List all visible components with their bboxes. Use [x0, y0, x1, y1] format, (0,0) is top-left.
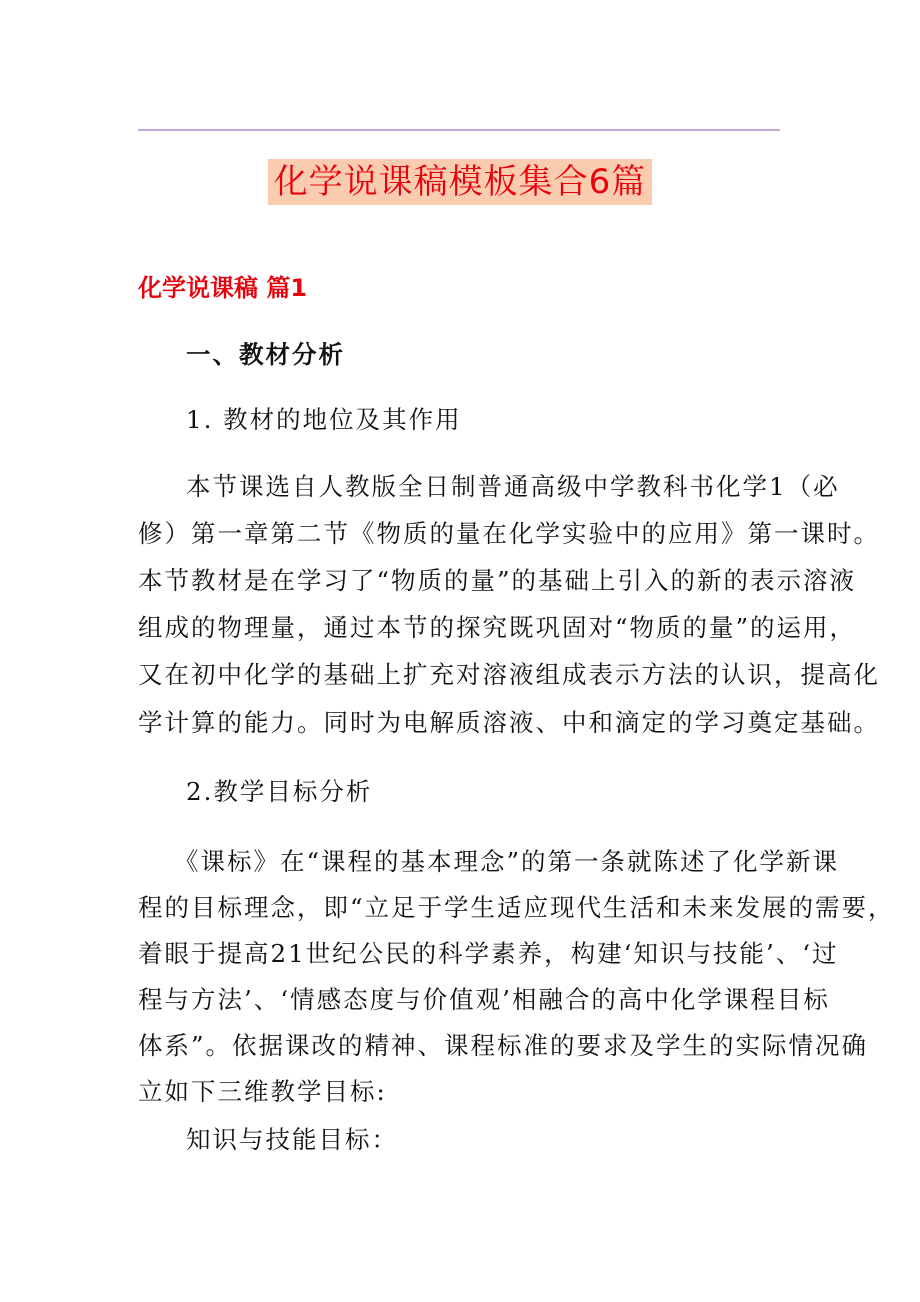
paragraph-line: 又在初中化学的基础上扩充对溶液组成表示方法的认识，提高化 — [138, 660, 880, 689]
document-title: 化学说课稿模板集合6篇 — [268, 159, 652, 205]
paragraph-line: 程的目标理念，即“立足于学生适应现代生活和未来发展的需要， — [138, 893, 895, 922]
section-title: 化学说课稿 篇1 — [138, 274, 308, 302]
subheading-teaching-goals: 2.教学目标分析 — [186, 777, 373, 806]
paragraph-line: 修）第一章第二节《物质的量在化学实验中的应用》第一课时。 — [138, 519, 880, 548]
paragraph-line: 本节课选自人教版全日制普通高级中学教科书化学1（必 — [186, 472, 840, 501]
paragraph-line: 本节教材是在学习了“物质的量”的基础上引入的新的表示溶液 — [138, 566, 857, 595]
subheading-textbook-role: 1. 教材的地位及其作用 — [186, 405, 462, 434]
paragraph-line: 体系”。依据课改的精神、课程标准的要求及学生的实际情况确 — [138, 1031, 869, 1060]
paragraph-line: 程与方法’、‘情感态度与价值观’相融合的高中化学课程目标 — [138, 985, 830, 1014]
subheading-knowledge-goals: 知识与技能目标： — [186, 1125, 398, 1154]
paragraph-line: 《课标》在“课程的基本理念”的第一条就陈述了化学新课 — [174, 847, 840, 876]
paragraph-line: 组成的物理量，通过本节的探究既巩固对“物质的量”的运用， — [138, 613, 857, 642]
paragraph-line: 学计算的能力。同时为电解质溶液、中和滴定的学习奠定基础。 — [138, 708, 880, 737]
header-divider — [138, 129, 780, 131]
paragraph-line: 着眼于提高21世纪公民的科学素养，构建‘知识与技能’、‘过 — [138, 939, 839, 968]
heading-textbook-analysis: 一、教材分析 — [186, 340, 345, 369]
paragraph-line: 立如下三维教学目标: — [138, 1077, 387, 1106]
